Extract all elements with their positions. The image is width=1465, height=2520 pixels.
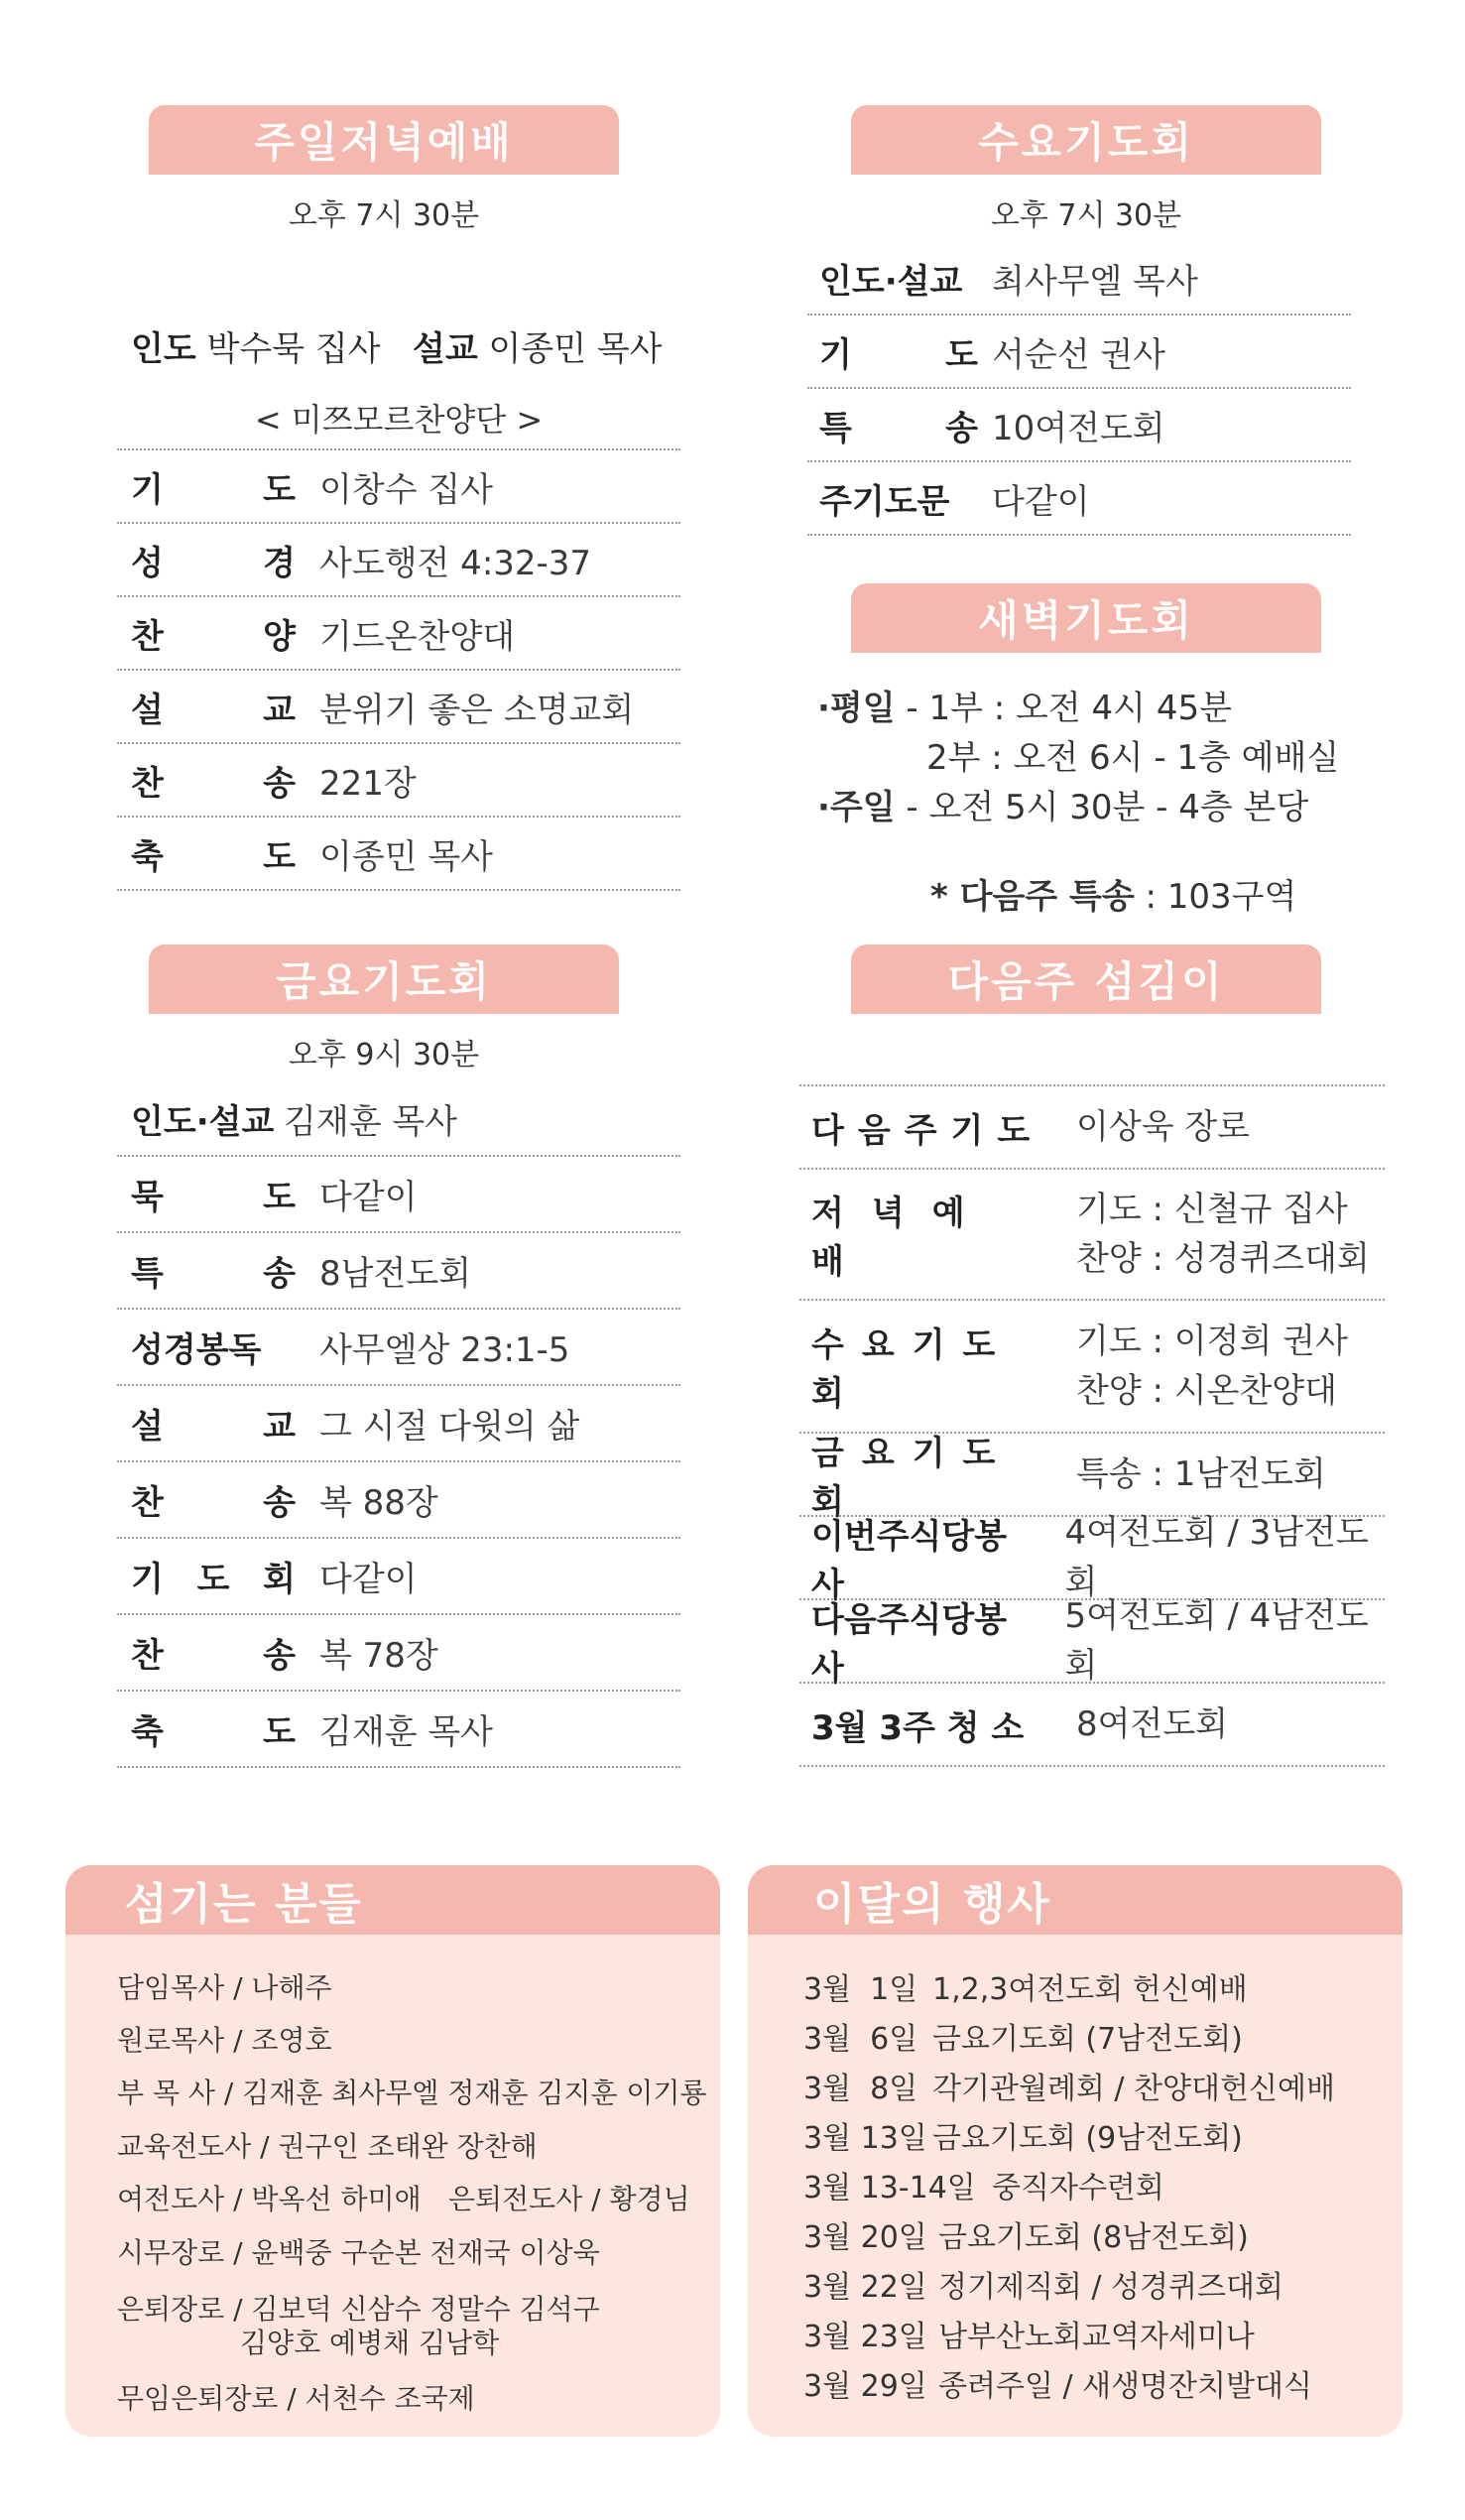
label-char: 회	[263, 1560, 296, 1599]
sunday-row-benediction	[117, 818, 680, 891]
dawn-weekday	[817, 681, 1232, 729]
label-char: 특	[819, 408, 852, 448]
next-row-cafeteria-next	[799, 1596, 1385, 1689]
dawn-special	[930, 869, 1296, 918]
event-desc: 남부산노회교역자세미나	[938, 2320, 1255, 2354]
sermon-label: 설교	[412, 329, 478, 369]
event-date: 3월 20일	[803, 2220, 927, 2255]
label-char: 찬	[131, 763, 164, 804]
friday-time: 오후 9시 30분	[288, 1038, 480, 1072]
label-char: 찬	[131, 1636, 164, 1676]
server-item: 교육전도사 / 권구인 조태완 장찬해	[117, 2130, 538, 2163]
label-char: 설	[131, 1407, 164, 1447]
row-line: 4여전도회 / 3남전도회	[1064, 1513, 1369, 1602]
dawn-sunday	[817, 780, 1308, 828]
preacher-name: 이종민 목사	[488, 329, 663, 369]
special-value: : 103구역	[1134, 877, 1297, 917]
row-label: 인도·설교	[131, 1101, 275, 1142]
friday-row-benediction	[117, 1692, 680, 1768]
row-line: 찬양 : 시온찬양대	[1076, 1371, 1337, 1411]
server-item: 무임은퇴장로 / 서천수 조국제	[117, 2382, 475, 2415]
row-line: 기도 : 이정희 권사	[1076, 1322, 1348, 1361]
event-date: 3월 22일	[803, 2270, 927, 2305]
row-line: 특송 : 1남전도회	[1076, 1454, 1326, 1494]
row-value: 사도행전 4:32-37	[319, 543, 592, 583]
event-date: 3월 13일	[803, 2121, 927, 2156]
sunday-evening-leaders	[131, 321, 663, 370]
row-line: 찬양 : 성경퀴즈대회	[1076, 1239, 1370, 1279]
label-char: 기	[819, 334, 852, 375]
row-label: 저녁예배	[811, 1194, 993, 1282]
dawn-weekday-second: 2부 : 오전 6시 - 1층 예배실	[926, 738, 1340, 778]
event-item	[803, 2312, 1255, 2355]
leader-label: 인도	[131, 329, 196, 369]
weekday-first: - 1부 : 오전 4시 45분	[895, 689, 1232, 728]
row-label: 이번주식당봉사	[811, 1517, 1008, 1605]
row-line: 8여전도회	[1076, 1704, 1229, 1744]
next-row-wednesday	[799, 1301, 1385, 1434]
row-value: 복 88장	[319, 1483, 438, 1523]
label-char: 도	[196, 1560, 230, 1599]
label-char: 경	[263, 543, 296, 583]
sunday-label: ·주일	[817, 788, 896, 827]
event-item	[803, 2064, 1335, 2107]
row-value: 다같이	[992, 481, 1090, 522]
sunday-row-praise	[117, 597, 680, 671]
next-week-title: 다음주 섬김이	[851, 945, 1321, 1014]
label-char: 찬	[131, 1483, 164, 1523]
server-item: 부 목 사 / 김재훈 최사무엘 정재훈 김지훈 이기룡	[117, 2077, 707, 2109]
row-value	[1064, 1185, 1370, 1284]
label-char: 도	[263, 469, 296, 510]
row-value: 이창수 집사	[319, 469, 494, 510]
next-row-friday	[799, 1434, 1385, 1522]
event-item	[803, 2262, 1283, 2306]
sunday-row-prayer	[117, 450, 680, 524]
row-value: 기드온찬양대	[319, 616, 516, 657]
row-value: 이종민 목사	[319, 836, 494, 877]
friday-title: 금요기도회	[149, 945, 619, 1014]
label-char: 교	[263, 1407, 296, 1447]
label-char: 송	[263, 1636, 296, 1676]
row-label: 성경봉독	[131, 1330, 262, 1370]
label-char: 묵	[131, 1178, 164, 1217]
wednesday-title: 수요기도회	[851, 105, 1321, 175]
choir-name: < 미쯔모르찬양단 >	[254, 401, 544, 439]
friday-row-silent	[117, 1157, 680, 1233]
label-char: 특	[131, 1254, 164, 1294]
friday-row-prayermeeting	[117, 1539, 680, 1615]
wednesday-row-leader	[807, 242, 1351, 315]
label-char: 양	[263, 616, 296, 657]
event-date: 3월 13-14일	[803, 2171, 976, 2205]
row-value: 서순선 권사	[992, 334, 1166, 375]
event-item	[803, 2361, 1312, 2405]
row-line: 기도 : 신철규 집사	[1076, 1190, 1348, 1229]
row-value: 최사무엘 목사	[992, 261, 1198, 302]
row-value: 김재훈 목사	[284, 1101, 458, 1142]
sunday-row-scripture	[117, 524, 680, 597]
event-item	[803, 2113, 1243, 2157]
next-row-evening	[799, 1170, 1385, 1301]
label-char: 기	[131, 469, 164, 510]
sunday-time: - 오전 5시 30분 - 4층 본당	[895, 788, 1309, 827]
friday-row-hymn	[117, 1462, 680, 1539]
friday-row-hymn2	[117, 1615, 680, 1692]
row-value: 다같이	[319, 1560, 418, 1599]
label-char: 축	[131, 1712, 164, 1752]
next-row-prayer	[799, 1086, 1385, 1170]
label-char: 도	[263, 1712, 296, 1752]
server-item: 여전도사 / 박옥선 하미애	[117, 2183, 422, 2215]
label-char: 도	[945, 334, 978, 375]
row-value: 다같이	[319, 1178, 418, 1217]
wednesday-row-lordsprayer	[807, 462, 1351, 536]
friday-row-reading	[117, 1310, 680, 1386]
label-char: 도	[263, 836, 296, 877]
label-char: 설	[131, 690, 164, 730]
leader-name: 박수묵 집사	[206, 329, 381, 369]
server-item: 시무장로 / 윤백중 구순본 전재국 이상욱	[117, 2236, 600, 2269]
label-char: 송	[263, 763, 296, 804]
row-value: 8남전도회	[319, 1254, 472, 1294]
row-value: 그 시절 다윗의 삶	[319, 1407, 580, 1447]
sunday-evening-title: 주일저녁예배	[149, 105, 619, 175]
server-item: 은퇴전도사 / 황경님	[448, 2183, 690, 2215]
friday-row-special	[117, 1233, 680, 1310]
server-item: 은퇴장로 / 김보덕 신삼수 정말수 김석구	[117, 2293, 600, 2326]
dawn-title: 새벽기도회	[851, 583, 1321, 653]
label-char: 도	[263, 1178, 296, 1217]
event-desc: 금요기도회 (7남전도회)	[932, 2022, 1243, 2057]
label-char: 찬	[131, 616, 164, 657]
label-char: 기	[131, 1560, 164, 1599]
row-label: 다음주식당봉사	[811, 1600, 1008, 1689]
weekday-label: ·평일	[817, 689, 896, 728]
row-label: 3월 3주 청 소	[811, 1707, 1025, 1748]
label-char: 성	[131, 543, 164, 583]
row-value: 복 78장	[319, 1636, 438, 1676]
sunday-row-hymn	[117, 744, 680, 818]
label-char: 송	[263, 1254, 296, 1294]
label-char: 축	[131, 836, 164, 877]
special-label: * 다음주 특송	[930, 877, 1135, 917]
event-date: 3월 8일	[803, 2072, 918, 2106]
event-date: 3월 29일	[803, 2369, 927, 2404]
server-item: 원로목사 / 조영호	[117, 2024, 332, 2057]
label-char: 교	[263, 690, 296, 730]
row-value: 사무엘상 23:1-5	[319, 1330, 570, 1370]
sunday-evening-time: 오후 7시 30분	[288, 198, 480, 233]
next-row-cafeteria-this	[799, 1513, 1385, 1605]
wednesday-row-prayer	[807, 315, 1351, 389]
event-date: 3월 23일	[803, 2320, 927, 2354]
row-line: 5여전도회 / 4남전도회	[1064, 1596, 1369, 1686]
row-value	[1053, 1591, 1386, 1691]
row-label: 다음주기도	[811, 1110, 1044, 1151]
servers-title: 섬기는 분들	[65, 1865, 720, 1935]
event-item	[803, 2212, 1249, 2256]
next-row-cleaning	[799, 1684, 1385, 1767]
label-char: 송	[945, 408, 978, 448]
event-item	[803, 2163, 1164, 2206]
row-value: 10여전도회	[992, 408, 1165, 448]
row-value	[1064, 1317, 1348, 1416]
event-desc: 정기제직회 / 성경퀴즈대회	[938, 2270, 1283, 2305]
row-value	[1064, 1102, 1250, 1152]
row-line: 이상욱 장로	[1076, 1107, 1251, 1147]
row-value	[1064, 1449, 1326, 1499]
sunday-row-sermon	[117, 671, 680, 744]
event-desc: 금요기도회 (9남전도회)	[932, 2121, 1243, 2156]
event-item	[803, 1964, 1248, 2008]
events-title: 이달의 행사	[748, 1865, 1403, 1935]
row-value: 김재훈 목사	[319, 1712, 494, 1752]
server-item: 담임목사 / 나해주	[117, 1971, 332, 2004]
wednesday-time: 오후 7시 30분	[990, 198, 1182, 233]
event-date: 3월 1일	[803, 1972, 918, 2007]
event-desc: 중직자수련회	[992, 2171, 1164, 2205]
label-char: 송	[263, 1483, 296, 1523]
friday-row-sermon	[117, 1386, 680, 1462]
row-label: 수요기도회	[811, 1325, 1014, 1414]
event-desc: 금요기도회 (8남전도회)	[938, 2220, 1249, 2255]
friday-row-leader	[117, 1081, 680, 1157]
event-item	[803, 2014, 1243, 2058]
row-value	[1064, 1700, 1228, 1749]
row-value: 221장	[319, 763, 417, 804]
event-date: 3월 6일	[803, 2022, 918, 2057]
event-desc: 1,2,3여전도회 헌신예배	[932, 1972, 1248, 2007]
row-label: 금요기도회	[811, 1434, 1014, 1522]
server-item: 김양호 예병채 김남학	[240, 2327, 500, 2359]
row-label: 주기도문	[819, 481, 950, 522]
wednesday-row-special	[807, 389, 1351, 462]
row-value: 분위기 좋은 소명교회	[319, 690, 635, 730]
event-desc: 종려주일 / 새생명잔치발대식	[938, 2369, 1312, 2404]
event-desc: 각기관월례회 / 찬양대헌신예배	[932, 2072, 1335, 2106]
row-label: 인도·설교	[819, 261, 963, 302]
